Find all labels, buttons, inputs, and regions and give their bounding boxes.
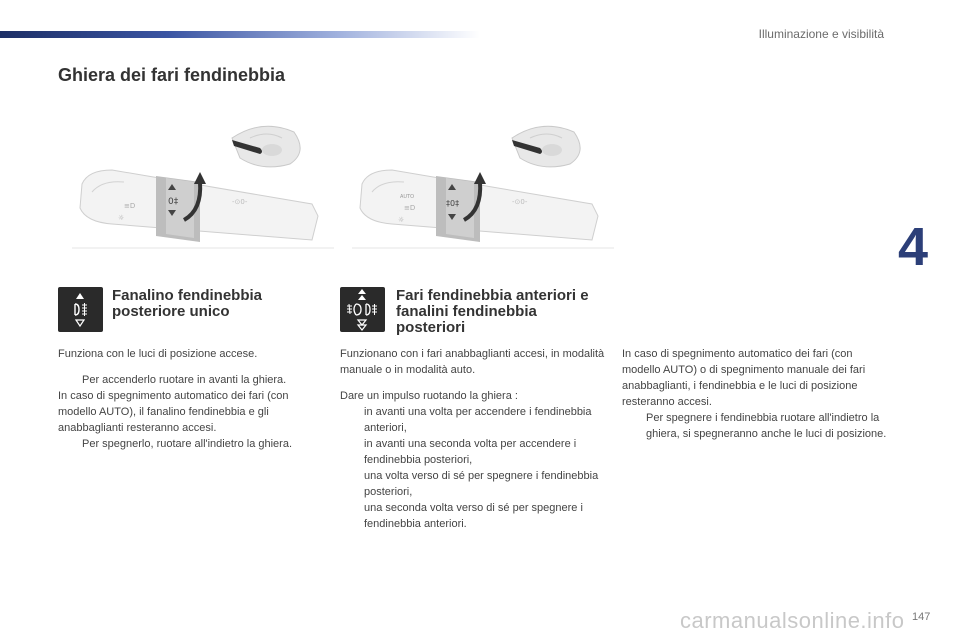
front-rear-step (340, 404, 605, 436)
front-rear-step-text: una volta verso di sé per spegnere i fendinebbia posteriori, (364, 470, 599, 498)
front-rear-fog-text (340, 346, 605, 532)
front-rear-fog-ring-icon (340, 287, 385, 332)
auto-note-bullet (622, 410, 892, 442)
svg-text:☼: ☼ (118, 214, 125, 222)
rear-fog-ring-icon (58, 287, 103, 332)
rear-fog-text (58, 346, 328, 452)
auto-note-text (622, 346, 892, 442)
rear-fog-bullet-on-text: Per accenderlo ruotare in avanti la ghiera. (82, 374, 287, 386)
svg-text:≡D: ≡D (124, 202, 136, 210)
stalk-illustration-front-rear-fog (352, 112, 614, 260)
page-title: Ghiera dei fari fendinebbia (58, 65, 286, 85)
front-rear-step-text: in avanti una seconda volta per accendere i fendinebbia posteriori, (364, 438, 577, 466)
rear-fog-bullet-off-text: Per spegnerlo, ruotare all'indietro la ghiera. (82, 438, 292, 450)
svg-text:-⊙0-: -⊙0- (512, 198, 528, 206)
section-header: Illuminazione e visibilità (758, 27, 884, 41)
auto-note-body: In caso di spegnimento automatico dei fari (con modello AUTO) o di spegnimento manuale dei fari anabbaglianti, i fendinebbia e le luci di posizione resteranno accesi. (622, 348, 866, 408)
svg-text:☼: ☼ (398, 216, 405, 224)
stalk-auto-label: AUTO (400, 194, 415, 200)
auto-note-bullet-text: Per spegnere i fendinebbia ruotare all'indietro la ghiera, si spegneranno anche le luci di posizione. (646, 412, 887, 440)
front-rear-impulse: Dare un impulso ruotando la ghiera : (340, 390, 518, 402)
front-rear-step (340, 436, 605, 468)
watermark: carmanualsonline.info (680, 608, 905, 633)
svg-text:0‡: 0‡ (168, 197, 179, 207)
rear-fog-intro: Funziona con le luci di posizione accese. (58, 348, 258, 360)
svg-text:≡D: ≡D (404, 204, 416, 212)
header-accent-bar (0, 31, 480, 38)
svg-text:‡0‡: ‡0‡ (446, 199, 460, 208)
front-rear-intro: Funzionano con i fari anabbaglianti accesi, in modalità manuale o in modalità auto. (340, 348, 605, 376)
front-rear-step (340, 468, 605, 500)
chapter-number: 4 (898, 217, 929, 277)
svg-text:-⊙0-: -⊙0- (232, 198, 248, 206)
stalk-illustration-rear-fog (72, 112, 334, 260)
rear-fog-bullet-off (58, 436, 328, 452)
rear-fog-bullet-on (58, 372, 328, 388)
page-number: 147 (912, 611, 931, 623)
rear-fog-heading: Fanalino fendinebbia posteriore unico (112, 287, 263, 320)
front-rear-step-text: in avanti una volta per accendere i fendinebbia anteriori, (364, 406, 592, 434)
front-rear-step (340, 500, 605, 532)
front-rear-fog-heading: Fari fendinebbia anteriori e fanalini fendinebbia posteriori (396, 287, 589, 336)
rear-fog-body: In caso di spegnimento automatico dei fari (con modello AUTO), il fanalino fendinebbia e gli anabbaglianti resteranno accesi. (58, 390, 289, 434)
front-rear-step-text: una seconda volta verso di sé per spegnere i fendinebbia anteriori. (364, 502, 583, 530)
